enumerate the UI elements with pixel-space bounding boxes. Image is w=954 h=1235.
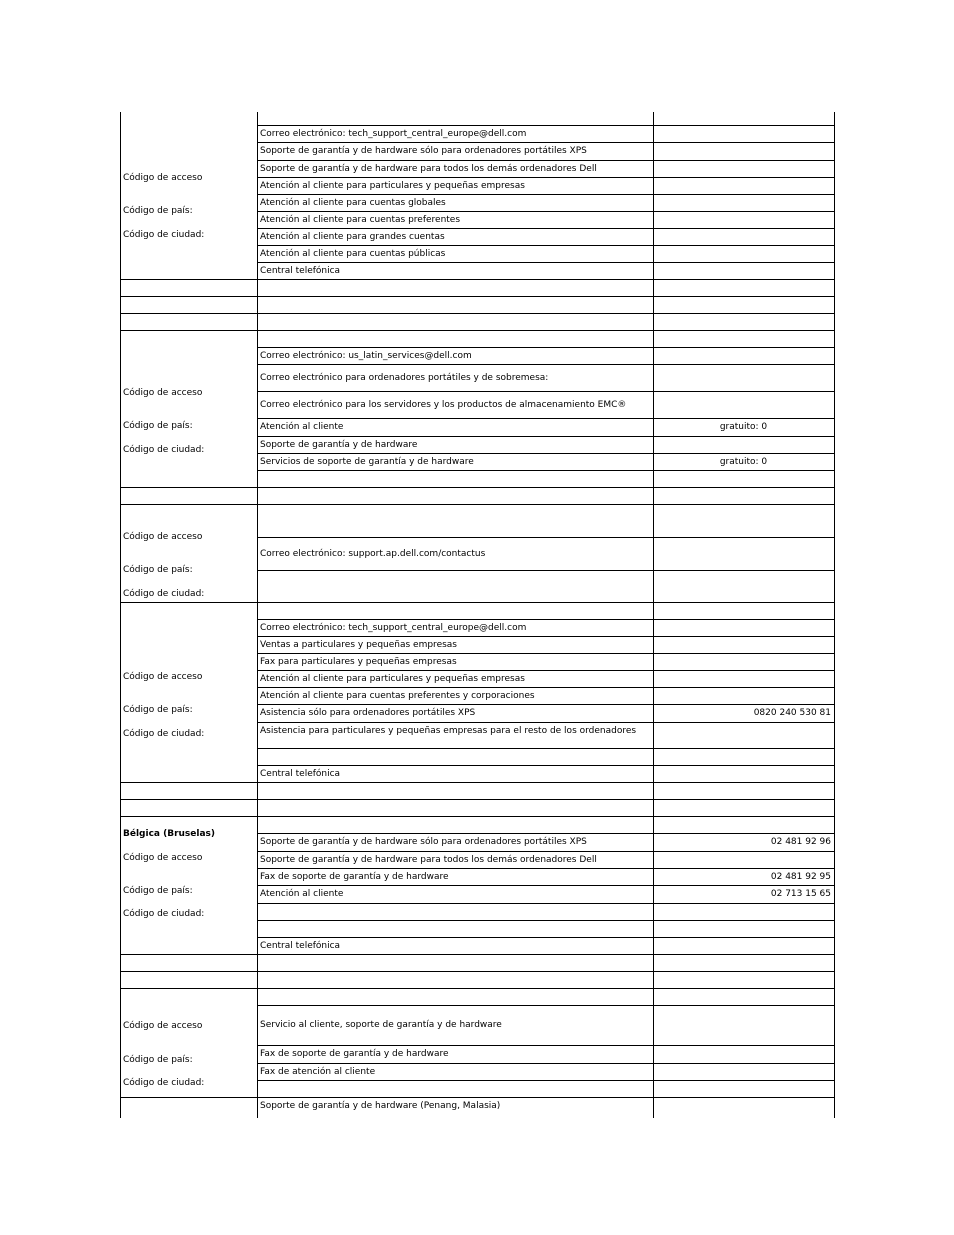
row-divider: [257, 765, 834, 766]
code-label: Código de país:: [123, 206, 193, 216]
row-description: Soporte de garantía y de hardware para todos los demás ordenadores Dell: [260, 163, 597, 174]
row-divider: [257, 296, 834, 297]
row-divider: [257, 1063, 834, 1064]
row-divider: [257, 988, 834, 989]
row-divider: [257, 748, 834, 749]
row-divider: [257, 470, 834, 471]
code-label: Código de acceso: [123, 388, 203, 398]
row-divider: [257, 636, 834, 637]
row-divider: [257, 262, 834, 263]
row-divider: [257, 670, 834, 671]
row-divider: [257, 418, 834, 419]
col-line-left: [120, 112, 121, 1118]
code-label: Código de ciudad:: [123, 1078, 205, 1088]
block-divider: [120, 971, 257, 972]
row-description: Soporte de garantía y de hardware: [260, 439, 418, 450]
block-divider: [120, 487, 257, 488]
code-label: Código de país:: [123, 886, 193, 896]
row-description: Asistencia sólo para ordenadores portátiles XPS: [260, 708, 476, 718]
row-description: Atención al cliente para particulares y pequeñas empresas: [260, 180, 525, 191]
row-divider: [257, 1005, 834, 1006]
row-value: 0820 240 530 81: [753, 708, 831, 718]
row-description: Servicio al cliente, soporte de garantía y de hardware: [260, 1020, 502, 1030]
code-label: Código de acceso: [123, 532, 203, 542]
row-value: 02 481 92 95: [770, 871, 831, 882]
row-divider: [257, 537, 834, 538]
row-divider: [257, 313, 834, 314]
row-divider: [257, 211, 834, 212]
code-label: Código de ciudad:: [123, 589, 205, 599]
block-divider: [120, 782, 257, 783]
row-divider: [257, 142, 834, 143]
block-divider: [120, 602, 257, 603]
row-description: Central telefónica: [260, 940, 341, 951]
row-value: gratuito: 0: [719, 422, 768, 432]
row-description: Fax de soporte de garantía y de hardware: [260, 1049, 449, 1059]
row-value: 02 481 92 96: [770, 837, 831, 847]
row-description: Central telefónica: [260, 768, 341, 779]
row-divider: [257, 885, 834, 886]
row-description: Atención al cliente: [260, 422, 344, 432]
row-divider: [257, 160, 834, 161]
row-description: Atención al cliente: [260, 889, 344, 899]
row-divider: [257, 799, 834, 800]
row-divider: [257, 868, 834, 869]
row-description: Soporte de garantía y de hardware sólo para ordenadores portátiles XPS: [260, 837, 587, 847]
block-divider: [120, 296, 257, 297]
block-divider: [120, 954, 257, 955]
row-description: Servicios de soporte de garantía y de hardware: [260, 456, 474, 467]
row-divider: [257, 194, 834, 195]
row-divider: [257, 851, 834, 852]
code-label: Código de ciudad:: [123, 729, 205, 739]
row-description: Soporte de garantía y de hardware para todos los demás ordenadores Dell: [260, 854, 597, 865]
block-divider: [120, 816, 257, 817]
row-divider: [257, 722, 834, 723]
row-divider: [257, 937, 834, 938]
row-description: Soporte de garantía y de hardware (Penang, Malasia): [260, 1100, 501, 1111]
row-divider: [257, 1045, 834, 1046]
row-description: Correo electrónico: support.ap.dell.com/contactus: [260, 548, 486, 559]
block-divider: [120, 988, 257, 989]
row-description: Correo electrónico: tech_support_central_europe@dell.com: [260, 622, 527, 633]
block-divider: [120, 799, 257, 800]
row-description: Atención al cliente para particulares y pequeñas empresas: [260, 673, 525, 684]
row-divider: [257, 833, 834, 834]
row-divider: [257, 125, 834, 126]
row-divider: [257, 570, 834, 571]
row-divider: [257, 704, 834, 705]
code-label: Código de acceso: [123, 1021, 203, 1031]
block-divider: [120, 313, 257, 314]
row-divider: [257, 453, 834, 454]
code-label: Código de ciudad:: [123, 445, 205, 455]
row-divider: [257, 228, 834, 229]
block-divider: [120, 279, 257, 280]
code-label: Código de país:: [123, 421, 193, 431]
row-divider: [257, 330, 834, 331]
code-label: Código de país:: [123, 705, 193, 715]
row-divider: [257, 602, 834, 603]
row-divider: [257, 347, 834, 348]
row-description: Correo electrónico: tech_support_central_europe@dell.com: [260, 128, 527, 139]
row-divider: [257, 687, 834, 688]
code-label: Código de ciudad:: [123, 230, 205, 240]
row-divider: [257, 920, 834, 921]
row-description: Correo electrónico: us_latin_services@dell.com: [260, 350, 472, 361]
row-description: Fax para particulares y pequeñas empresas: [260, 656, 457, 667]
row-divider: [257, 245, 834, 246]
row-divider: [257, 487, 834, 488]
row-description: Fax de atención al cliente: [260, 1066, 376, 1077]
row-description: Ventas a particulares y pequeñas empresas: [260, 639, 457, 650]
col-line-right: [834, 112, 835, 1118]
row-divider: [257, 619, 834, 620]
block-divider: [120, 330, 257, 331]
row-value: 02 713 15 65: [770, 889, 831, 899]
row-description: Fax de soporte de garantía y de hardware: [260, 871, 449, 882]
row-description: Central telefónica: [260, 265, 341, 276]
row-divider: [257, 1080, 834, 1081]
row-description: Atención al cliente para cuentas preferentes y corporaciones: [260, 690, 535, 701]
block-divider: [120, 1097, 257, 1098]
row-divider: [257, 1097, 834, 1098]
code-label: Código de país:: [123, 565, 193, 575]
row-description: Atención al cliente para cuentas preferentes: [260, 214, 461, 225]
row-description: Correo electrónico para ordenadores portátiles y de sobremesa:: [260, 372, 549, 383]
code-label: Código de acceso: [123, 853, 203, 863]
row-description: Soporte de garantía y de hardware sólo para ordenadores portátiles XPS: [260, 146, 587, 156]
row-divider: [257, 436, 834, 437]
row-divider: [257, 653, 834, 654]
row-divider: [257, 504, 834, 505]
code-label: Código de ciudad:: [123, 909, 205, 919]
row-description: Atención al cliente para cuentas globales: [260, 197, 446, 208]
row-description: Correo electrónico para los servidores y los productos de almacenamiento EMC®: [260, 399, 627, 410]
row-divider: [257, 782, 834, 783]
row-value: gratuito: 0: [719, 456, 768, 467]
row-description: Atención al cliente para grandes cuentas: [260, 231, 445, 242]
row-divider: [257, 391, 834, 392]
block-divider: [120, 504, 257, 505]
code-label: Código de acceso: [123, 173, 203, 183]
code-label: Código de país:: [123, 1055, 193, 1065]
code-label: Código de acceso: [123, 672, 203, 682]
row-divider: [257, 816, 834, 817]
row-description: Atención al cliente para cuentas públicas: [260, 248, 446, 259]
country-name: Bélgica (Bruselas): [123, 829, 216, 839]
row-divider: [257, 971, 834, 972]
row-description: Asistencia para particulares y pequeñas empresas para el resto de los ordenadores: [260, 726, 637, 736]
row-divider: [257, 954, 834, 955]
row-divider: [257, 903, 834, 904]
row-divider: [257, 364, 834, 365]
row-divider: [257, 177, 834, 178]
row-divider: [257, 279, 834, 280]
